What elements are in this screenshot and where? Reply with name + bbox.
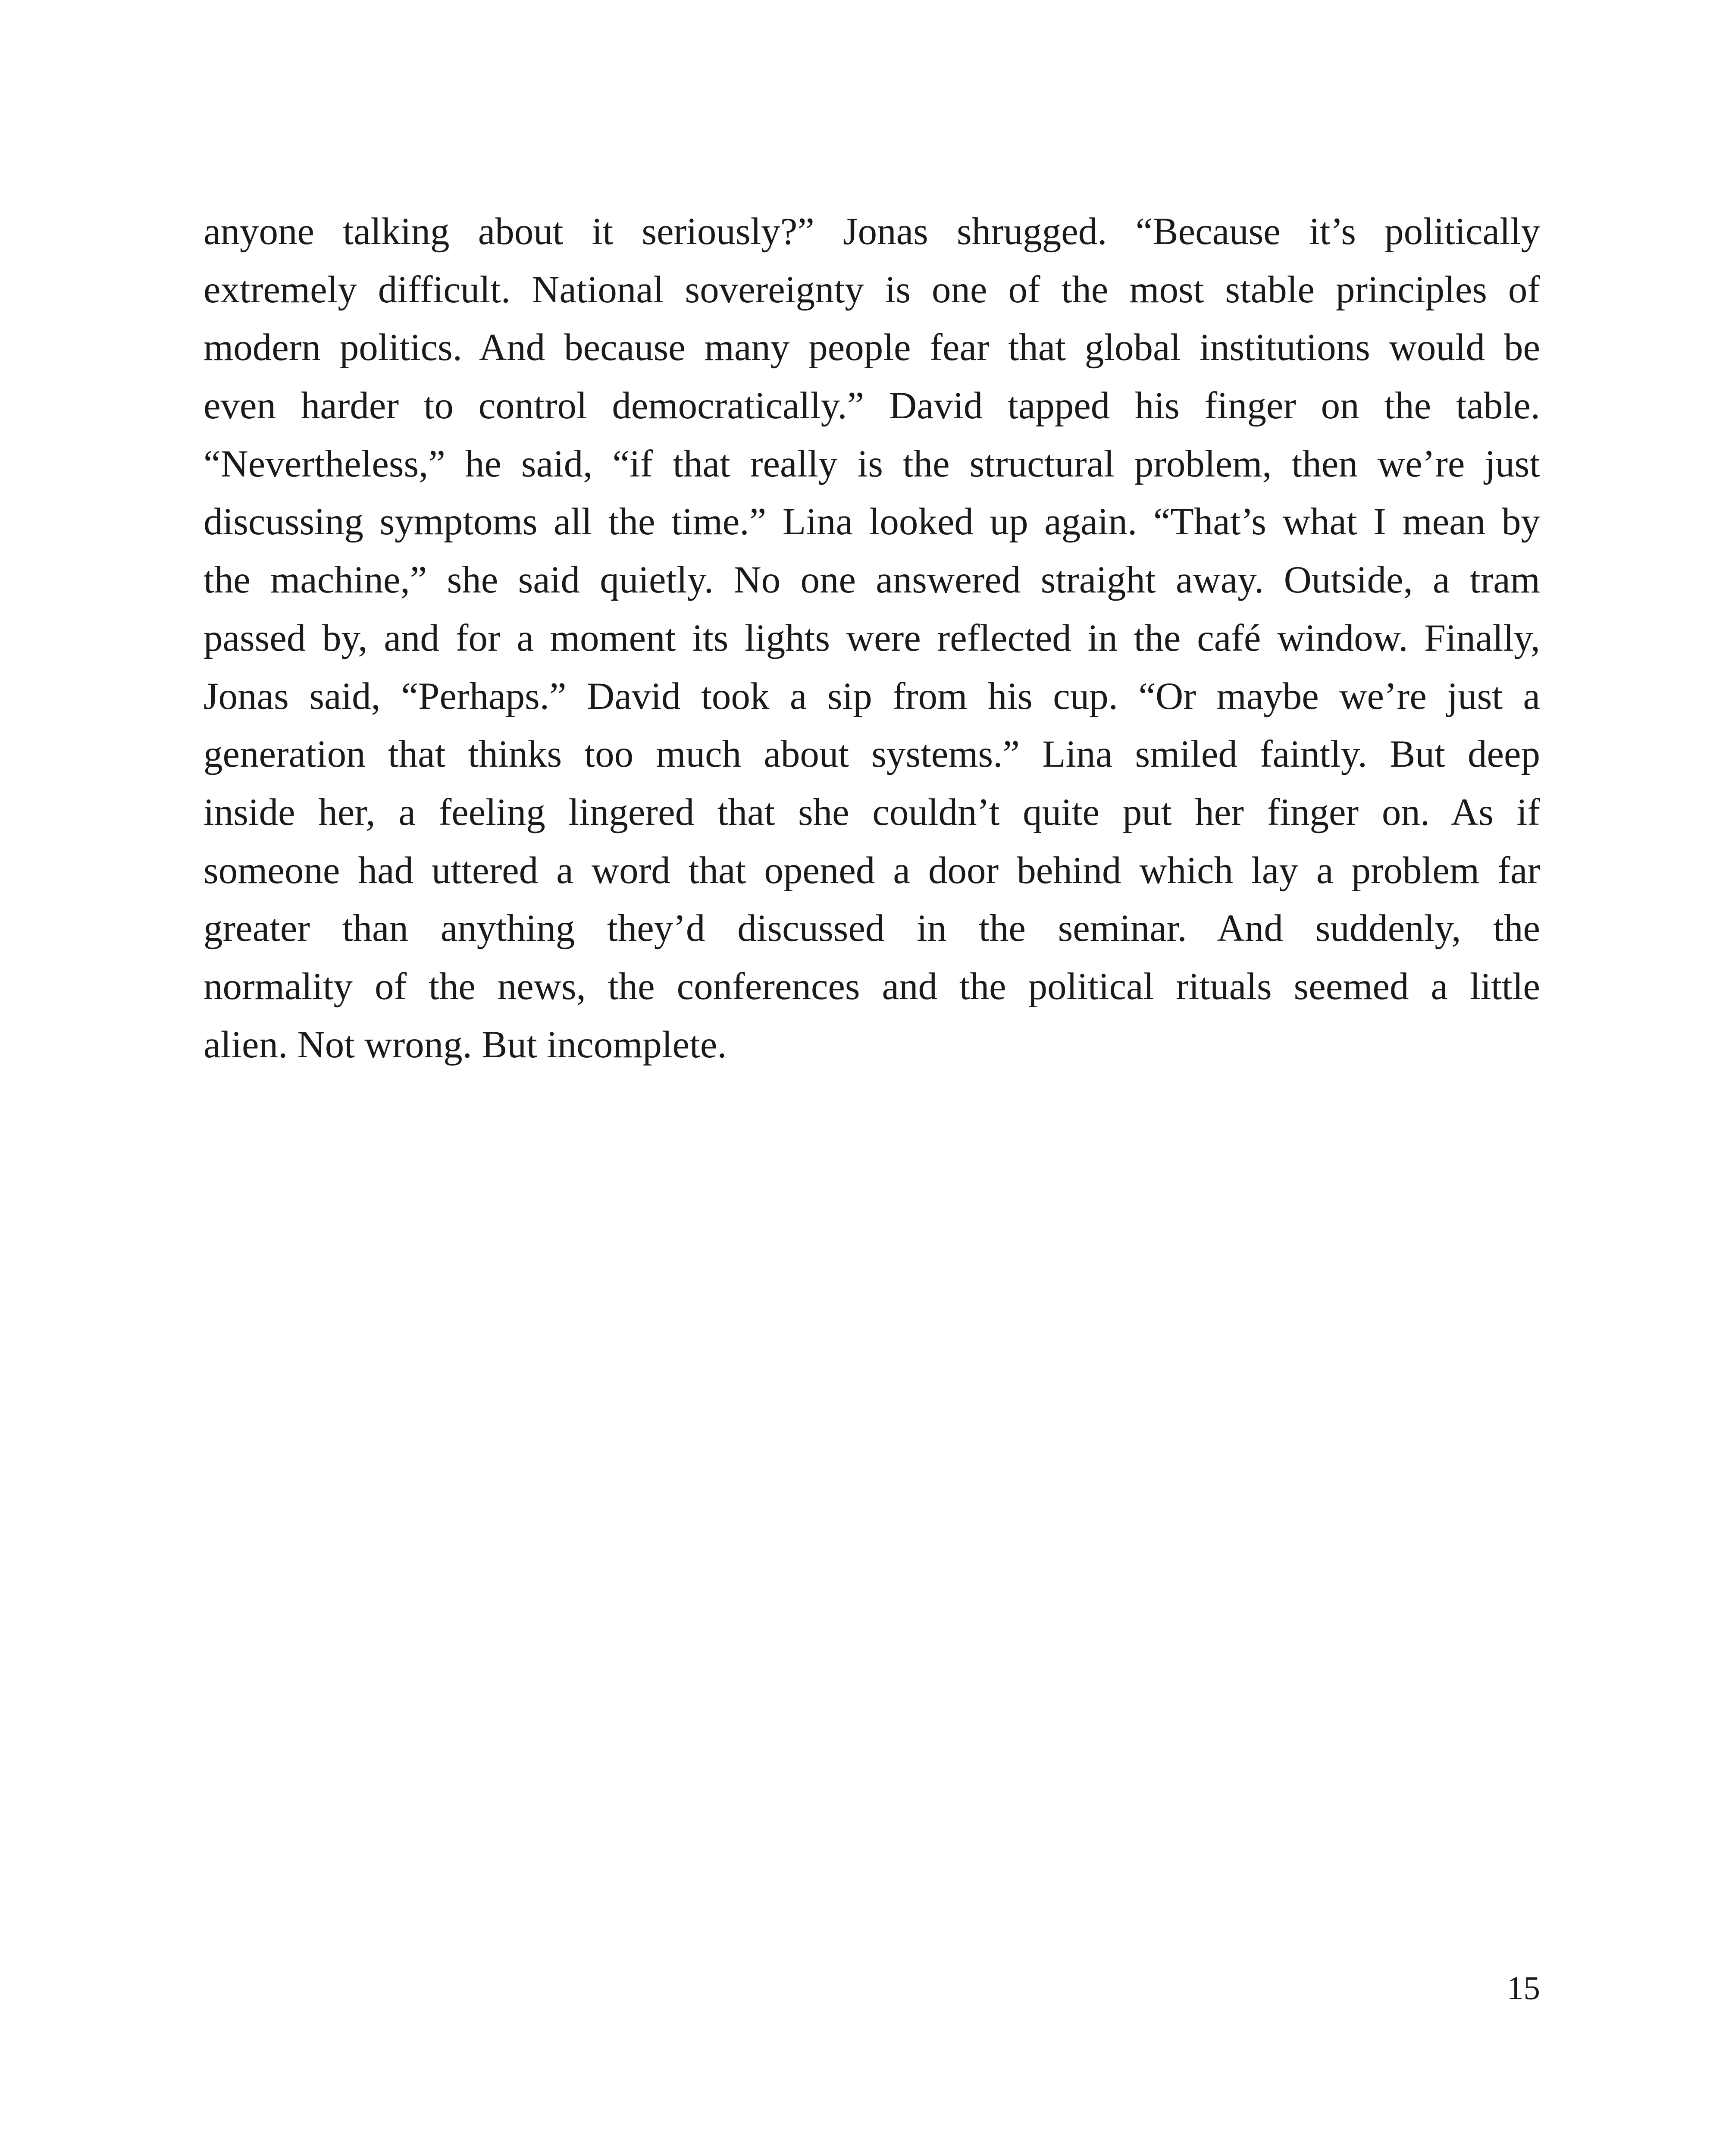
text-line: greater than anything they’d discussed in the seminar. And suddenly, the xyxy=(204,907,1540,950)
body-paragraph xyxy=(204,203,1540,1074)
text-line: Jonas said, “Perhaps.” David took a sip from his cup. “Or maybe we’re just a xyxy=(204,675,1540,718)
text-line: discussing symptoms all the time.” Lina looked up again. “That’s what I mean by xyxy=(204,501,1540,543)
text-line: the machine,” she said quietly. No one answered straight away. Outside, a tram xyxy=(204,559,1540,602)
text-line: “Nevertheless,” he said, “if that really is the structural problem, then we’re just xyxy=(204,442,1540,485)
text-line: anyone talking about it seriously?” Jonas shrugged. “Because it’s politically xyxy=(204,210,1540,253)
text-line-last: alien. Not wrong. But incomplete. xyxy=(204,1023,727,1066)
text-line: someone had uttered a word that opened a door behind which lay a problem far xyxy=(204,849,1540,892)
text-line: modern politics. And because many people fear that global institutions would be xyxy=(204,326,1540,369)
text-line: extremely difficult. National sovereignty is one of the most stable principles of xyxy=(204,268,1540,311)
text-line: even harder to control democratically.” David tapped his finger on the table. xyxy=(204,385,1540,427)
page-number: 15 xyxy=(1507,1969,1540,2006)
text-line: inside her, a feeling lingered that she couldn’t quite put her finger on. As if xyxy=(204,791,1540,834)
text-line: generation that thinks too much about systems.” Lina smiled faintly. But deep xyxy=(204,733,1540,776)
text-line: passed by, and for a moment its lights were reflected in the café window. Finally, xyxy=(204,617,1540,659)
text-line: normality of the news, the conferences and the political rituals seemed a little xyxy=(204,965,1540,1008)
